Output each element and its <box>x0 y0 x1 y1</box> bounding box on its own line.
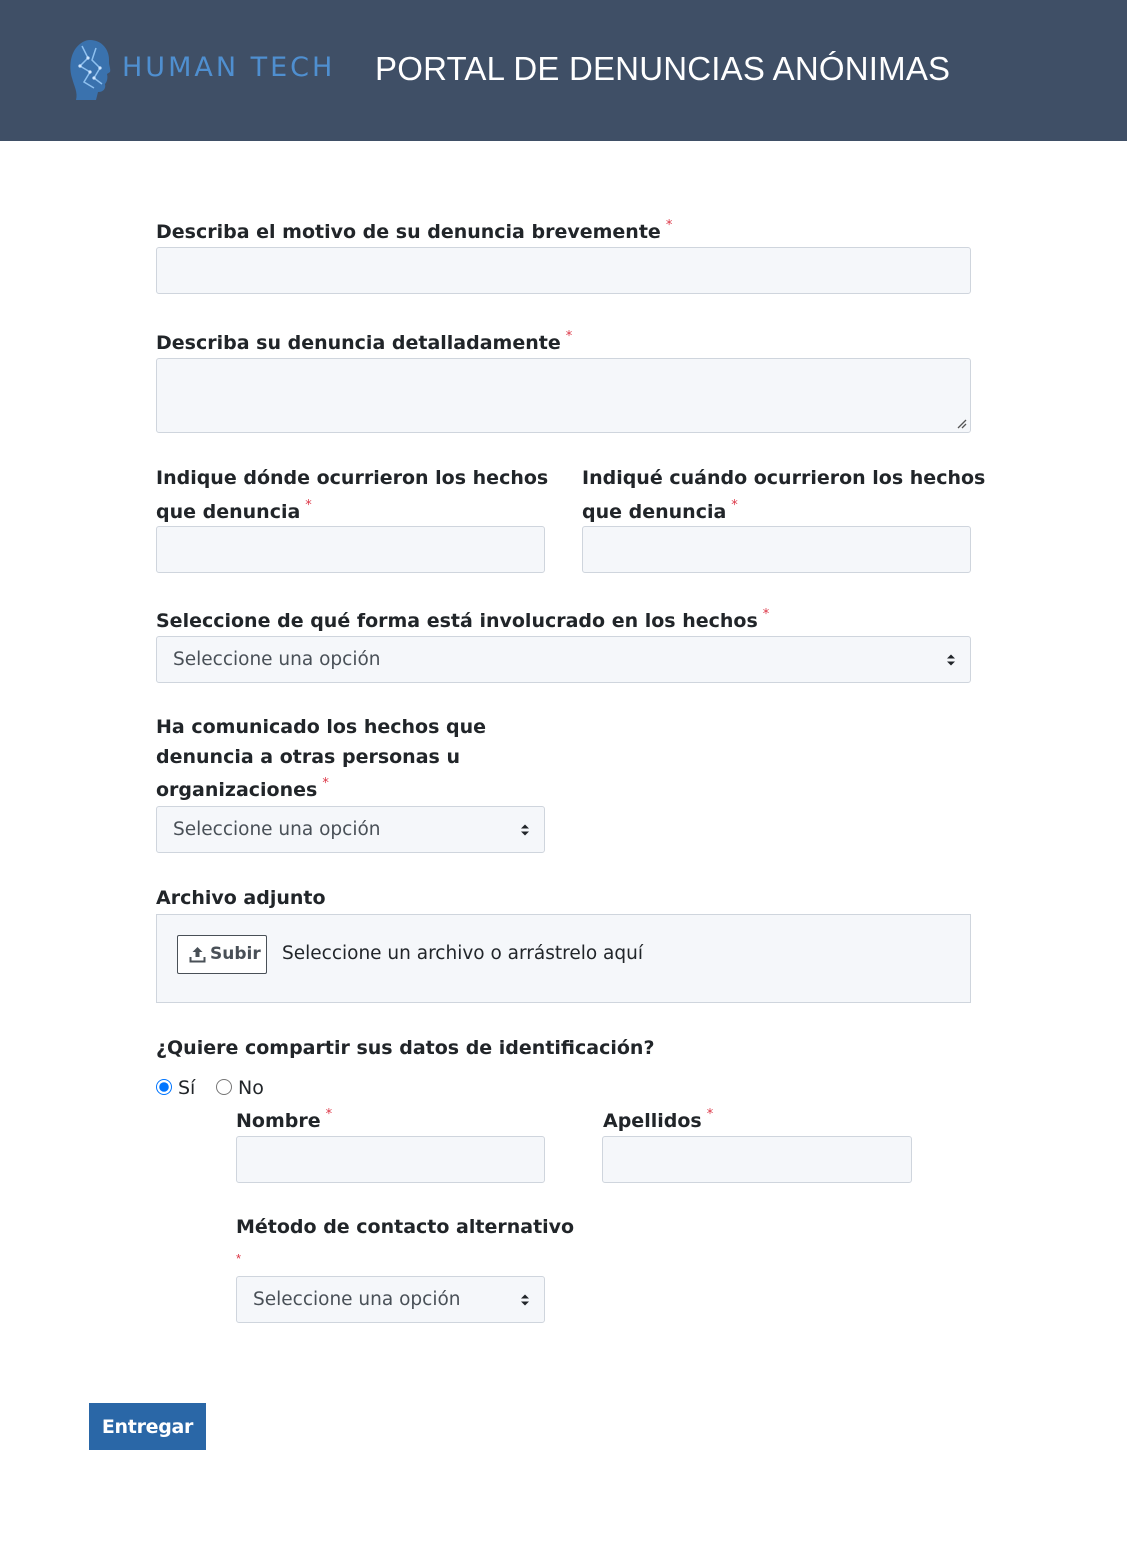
submit-button[interactable]: Entregar <box>89 1403 206 1450</box>
nombre-label-text: Nombre <box>236 1110 321 1132</box>
cuando-label <box>582 462 985 528</box>
donde-label-line2: que denuncia <box>156 501 301 523</box>
page-title: PORTAL DE DENUNCIAS ANÓNIMAS <box>375 50 951 87</box>
file-dropzone[interactable] <box>156 914 971 1003</box>
comunicado-label-line1: Ha comunicado los hechos que <box>156 716 487 738</box>
cuando-label-line1: Indiqué cuándo ocurrieron los hechos <box>582 467 986 489</box>
required-mark: * <box>322 776 329 791</box>
required-mark: * <box>325 1107 333 1122</box>
radio-si-label: Sí <box>178 1077 196 1099</box>
apellidos-label-text: Apellidos <box>603 1110 702 1132</box>
detalle-label <box>156 327 572 359</box>
radio-no[interactable] <box>216 1077 276 1099</box>
contacto-label: Método de contacto alternativo <box>236 1216 575 1238</box>
cuando-input[interactable] <box>582 526 971 573</box>
detalle-textarea[interactable] <box>156 358 971 433</box>
apellidos-input[interactable] <box>602 1136 912 1183</box>
nombre-label <box>236 1105 332 1137</box>
header <box>0 0 1127 141</box>
required-mark: * <box>565 329 573 344</box>
motivo-input[interactable] <box>156 247 971 294</box>
resize-grip-icon[interactable] <box>955 417 967 429</box>
donde-label <box>156 462 548 528</box>
upload-hint: Seleccione un archivo o arrástrelo aquí <box>282 943 644 964</box>
comunicado-label-line2: denuncia a otras personas u <box>156 746 460 768</box>
radio-si-input[interactable] <box>156 1079 172 1095</box>
nombre-input[interactable] <box>236 1136 545 1183</box>
involucrado-selected: Seleccione una opción <box>173 649 381 670</box>
cuando-label-line2: que denuncia <box>582 501 727 523</box>
human-head-logo-icon <box>68 38 112 102</box>
comunicado-label <box>156 712 486 805</box>
comunicado-select[interactable] <box>156 806 545 853</box>
compartir-question: ¿Quiere compartir sus datos de identificación? <box>156 1037 655 1059</box>
detalle-label-text: Describa su denuncia detalladamente <box>156 332 561 354</box>
comunicado-selected: Seleccione una opción <box>173 819 381 840</box>
select-arrows-icon <box>946 653 956 667</box>
contacto-selected: Seleccione una opción <box>253 1289 461 1310</box>
upload-button[interactable] <box>177 935 267 974</box>
involucrado-label <box>156 605 769 637</box>
required-mark: * <box>762 607 770 622</box>
donde-input[interactable] <box>156 526 545 573</box>
involucrado-select[interactable] <box>156 636 971 683</box>
motivo-label-text: Describa el motivo de su denuncia brevemente <box>156 221 661 243</box>
involucrado-label-text: Seleccione de qué forma está involucrado en los hechos <box>156 610 758 632</box>
required-mark: * <box>731 498 738 513</box>
select-arrows-icon <box>520 1293 530 1307</box>
required-mark: * <box>665 218 673 233</box>
radio-si[interactable] <box>156 1077 206 1099</box>
required-mark: * <box>706 1107 714 1122</box>
select-arrows-icon <box>520 823 530 837</box>
apellidos-label <box>603 1105 713 1137</box>
upload-button-label: Subir <box>210 944 261 964</box>
brand-name: HUMAN TECH <box>122 52 336 83</box>
donde-label-line1: Indique dónde ocurrieron los hechos <box>156 467 549 489</box>
comunicado-label-line3: organizaciones <box>156 779 318 801</box>
motivo-label <box>156 216 672 248</box>
required-mark: * <box>236 1251 242 1266</box>
upload-icon <box>189 946 206 963</box>
required-mark: * <box>305 498 312 513</box>
adjunto-label: Archivo adjunto <box>156 887 326 909</box>
radio-no-input[interactable] <box>216 1079 232 1095</box>
radio-no-label: No <box>238 1077 264 1099</box>
contacto-select[interactable] <box>236 1276 545 1323</box>
